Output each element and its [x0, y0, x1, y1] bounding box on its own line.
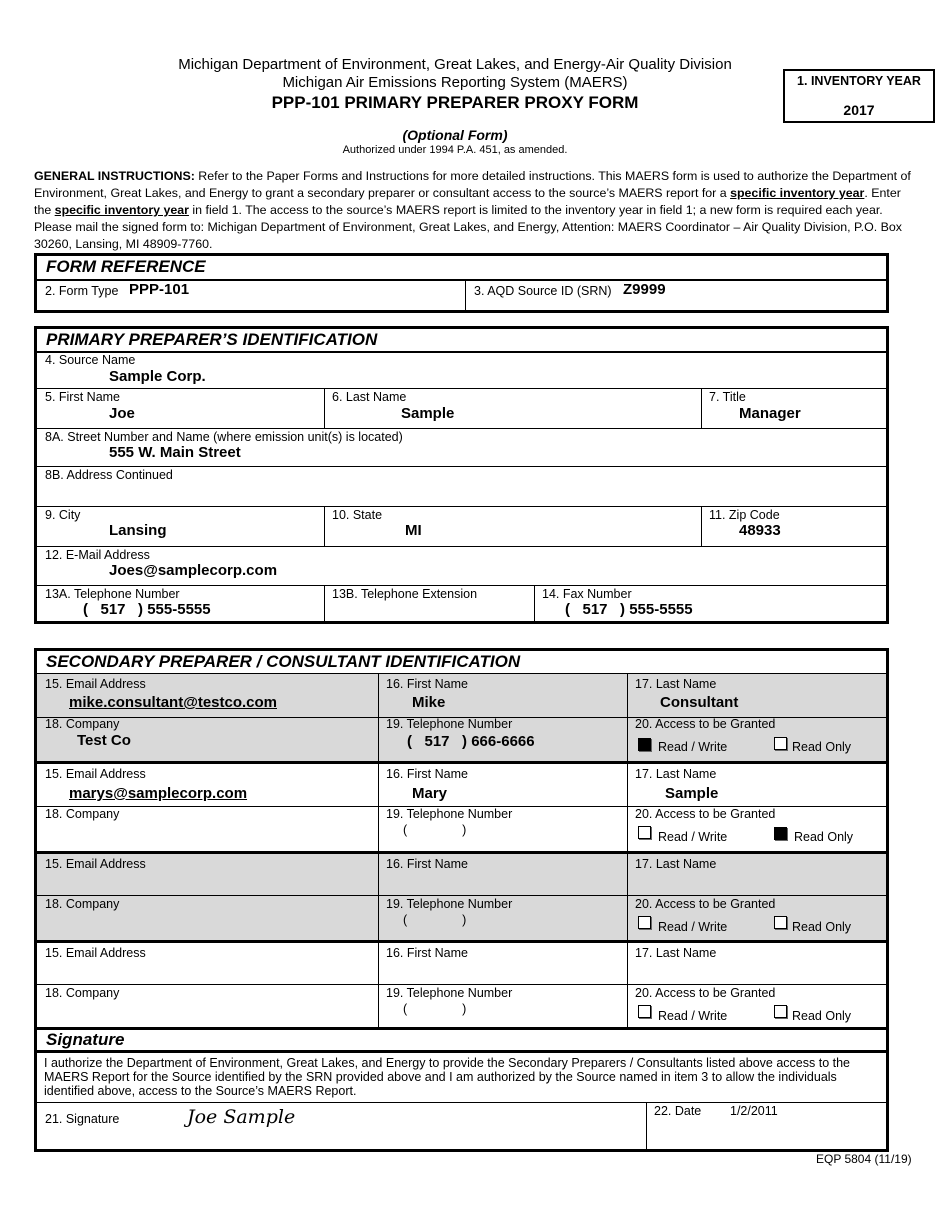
entry1-first-field[interactable]: Mike: [412, 694, 446, 711]
entry2-email-field[interactable]: marys@samplecorp.com: [69, 785, 248, 802]
fax-area: 517: [582, 601, 608, 618]
entry3-email-label: 15. Email Address: [45, 857, 146, 871]
date-field[interactable]: 1/2/2011: [730, 1104, 778, 1118]
entry1-company-label: 18. Company: [45, 717, 120, 731]
fax-label: 14. Fax Number: [542, 587, 632, 601]
entry3-first-label: 16. First Name: [386, 857, 468, 871]
entry2-last-label: 17. Last Name: [635, 767, 717, 781]
city-field[interactable]: Lansing: [109, 522, 167, 539]
entry1-first-label: 16. First Name: [386, 677, 468, 691]
entry2-first-label: 16. First Name: [386, 767, 468, 781]
entry3-read-write-checkbox[interactable]: [638, 916, 651, 929]
signature-title: Signature: [46, 1030, 125, 1049]
entry1-read-only-checkbox[interactable]: [774, 737, 787, 750]
entry1-access-label: 20. Access to be Granted: [635, 717, 776, 731]
entry1-last-label: 17. Last Name: [635, 677, 717, 691]
inventory-year-value[interactable]: 2017: [843, 102, 875, 118]
entry3-read-write-label: Read / Write: [658, 920, 728, 934]
inventory-year-label: 1. INVENTORY YEAR: [797, 74, 921, 88]
entry2-first-field[interactable]: Mary: [412, 785, 448, 802]
entry4-phone-label: 19. Telephone Number: [386, 986, 513, 1000]
phone-label: 13A. Telephone Number: [45, 587, 180, 601]
entry1-email-label: 15. Email Address: [45, 677, 146, 691]
general-instructions: [34, 168, 920, 253]
entry2-read-only-checkbox[interactable]: [774, 827, 787, 840]
form-title: PPP-101 PRIMARY PREPARER PROXY FORM: [271, 93, 639, 112]
fax-field[interactable]: ( 517 ) 555-5555: [565, 601, 693, 618]
entry1-email-field[interactable]: mike.consultant@testco.com: [69, 694, 278, 711]
form-code: EQP 5804 (11/19): [816, 1152, 912, 1166]
last-name-label: 6. Last Name: [332, 390, 407, 404]
entry1-read-only-label: Read Only: [792, 740, 852, 754]
instructions-underline-1: specific inventory year: [730, 186, 865, 200]
srn-label: 3. AQD Source ID (SRN): [474, 284, 612, 298]
email-label: 12. E-Mail Address: [45, 548, 150, 562]
inventory-year-box: [783, 69, 935, 123]
entry1-read-write-checkbox[interactable]: [638, 738, 651, 751]
entry3-read-only-label: Read Only: [792, 920, 852, 934]
phone-area: 517: [100, 601, 126, 618]
form-reference-section: [34, 253, 889, 313]
entry4-read-only-label: Read Only: [792, 1009, 852, 1023]
first-name-label: 5. First Name: [45, 390, 121, 404]
form-type-label: 2. Form Type: [45, 284, 119, 298]
email-field[interactable]: Joes@samplecorp.com: [109, 562, 278, 579]
instructions-underline-2: specific inventory year: [54, 203, 189, 217]
entry4-company-label: 18. Company: [45, 986, 120, 1000]
title-field[interactable]: Manager: [739, 405, 801, 422]
entry4-email-label: 15. Email Address: [45, 946, 146, 960]
zip-field[interactable]: 48933: [739, 522, 781, 539]
entry1-company-field[interactable]: Test Co: [77, 732, 131, 749]
street-field[interactable]: 555 W. Main Street: [109, 444, 241, 461]
entry3-phone-label: 19. Telephone Number: [386, 897, 513, 911]
entry4-read-only-checkbox[interactable]: [774, 1005, 787, 1018]
secondary-preparer-title: SECONDARY PREPARER / CONSULTANT IDENTIFICATION: [46, 652, 521, 671]
instructions-part-2: . Enter the: [34, 186, 901, 217]
entry2-phone-field[interactable]: ( ): [403, 823, 467, 837]
entry3-access-label: 20. Access to be Granted: [635, 897, 776, 911]
last-name-field[interactable]: Sample: [401, 405, 455, 422]
primary-preparer-title: PRIMARY PREPARER’S IDENTIFICATION: [46, 330, 378, 349]
entry2-last-field[interactable]: Sample: [665, 785, 719, 802]
instructions-part-1: Refer to the Paper Forms and Instructions for more detailed instructions. This MAERS form is used to authorize the Department of Environment, Great Lakes, and Energy to grant a secondary preparer or consultant access to the source’s MAERS report for a: [34, 169, 911, 200]
entry1-read-write-label: Read / Write: [658, 740, 728, 754]
entry4-first-label: 16. First Name: [386, 946, 468, 960]
entry2-access-label: 20. Access to be Granted: [635, 807, 776, 821]
first-name-field[interactable]: Joe: [109, 405, 135, 422]
entry4-phone-field[interactable]: ( ): [403, 1002, 467, 1016]
primary-preparer-section: [34, 326, 889, 624]
signature-field[interactable]: Joe Sample: [187, 1106, 296, 1128]
entry2-read-write-checkbox[interactable]: [638, 826, 651, 839]
address2-label: 8B. Address Continued: [45, 468, 173, 482]
source-name-field[interactable]: Sample Corp.: [109, 368, 206, 385]
entry3-phone-field[interactable]: ( ): [403, 913, 467, 927]
entry4-access-label: 20. Access to be Granted: [635, 986, 776, 1000]
date-label: 22. Date: [654, 1104, 702, 1118]
entry2-company-label: 18. Company: [45, 807, 120, 821]
entry1-last-field[interactable]: Consultant: [660, 694, 739, 711]
entry4-read-write-checkbox[interactable]: [638, 1005, 651, 1018]
form-type-field[interactable]: PPP-101: [129, 281, 190, 298]
state-field[interactable]: MI: [405, 522, 422, 539]
secondary-preparer-section: [34, 648, 889, 1030]
entry2-email-label: 15. Email Address: [45, 767, 146, 781]
source-name-label: 4. Source Name: [45, 353, 136, 367]
instructions-lead: GENERAL INSTRUCTIONS:: [34, 169, 195, 183]
entry2-read-only-label: Read Only: [794, 830, 854, 844]
fax-number: 555-5555: [629, 601, 693, 618]
extension-label: 13B. Telephone Extension: [332, 587, 478, 601]
signature-section: [34, 1028, 889, 1152]
entry3-read-only-checkbox[interactable]: [774, 916, 787, 929]
zip-label: 11. Zip Code: [709, 508, 780, 522]
form-reference-title: FORM REFERENCE: [46, 257, 206, 276]
entry4-read-write-label: Read / Write: [658, 1009, 728, 1023]
phone-field[interactable]: ( 517 ) 555-5555: [83, 601, 211, 618]
srn-field[interactable]: Z9999: [623, 281, 666, 298]
entry4-last-label: 17. Last Name: [635, 946, 717, 960]
entry2-phone-label: 19. Telephone Number: [386, 807, 513, 821]
authorization-note: Authorized under 1994 P.A. 451, as amended.: [342, 144, 568, 156]
signature-label: 21. Signature: [45, 1112, 120, 1126]
entry3-company-label: 18. Company: [45, 897, 120, 911]
authorization-statement: I authorize the Department of Environment, Great Lakes, and Energy to provide the Secondary Preparers / Consultants listed above access to the MAERS Report for the Source identified by the SRN provided above and I am authorized by the Source named in item 3 to allow the individuals identified above, access to the Source’s MAERS Report.: [44, 1056, 850, 1098]
entry1-phone-field[interactable]: ( 517 ) 666-6666: [407, 733, 535, 750]
title-label: 7. Title: [709, 390, 746, 404]
state-label: 10. State: [332, 508, 383, 522]
instructions-part-3: in field 1. The access to the source’s MAERS report is limited to the inventory year in field 1; a new form is required each year. Please mail the signed form to: Michigan Department of Environment, Great Lakes, and Energy, Attention: MAERS Coordinator – Air Quality Division, P.O. Box 30260, Lansing, MI 48909-7760.: [34, 203, 902, 251]
street-label: 8A. Street Number and Name (where emission unit(s) is located): [45, 430, 403, 444]
system-line: Michigan Air Emissions Reporting System (MAERS): [282, 74, 628, 91]
phone-number: 555-5555: [147, 601, 211, 618]
entry3-last-label: 17. Last Name: [635, 857, 717, 871]
optional-note: (Optional Form): [402, 127, 508, 143]
agency-line: Michigan Department of Environment, Great Lakes, and Energy-Air Quality Division: [178, 56, 732, 73]
entry1-phone-label: 19. Telephone Number: [386, 717, 513, 731]
city-label: 9. City: [45, 508, 81, 522]
entry2-read-write-label: Read / Write: [658, 830, 728, 844]
